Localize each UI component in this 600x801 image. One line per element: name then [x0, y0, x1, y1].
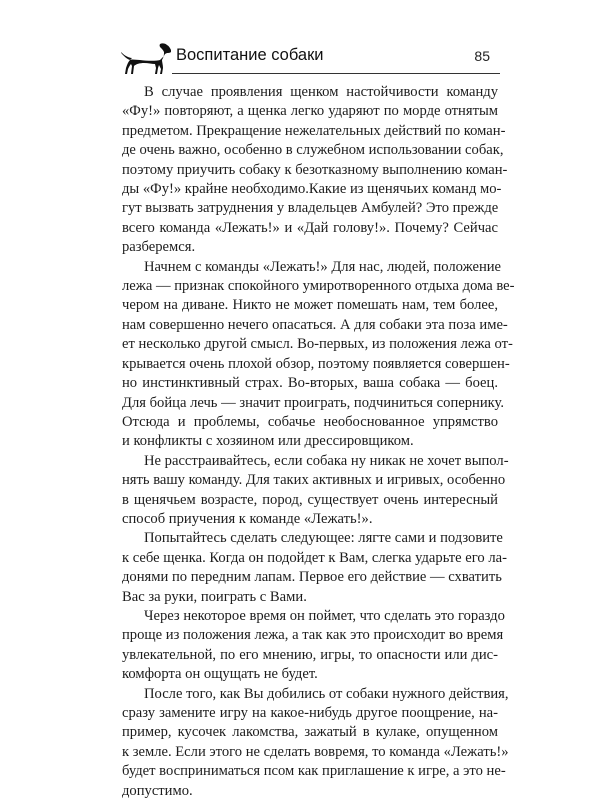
- text-line: В случае проявления щенком настойчивости команду: [144, 84, 498, 100]
- text-line: предметом. Прекращение нежелательных действий по коман-: [122, 122, 506, 139]
- text-line: чером на диване. Никто не может помешать нам, тем более,: [122, 297, 498, 314]
- text-line: Не расстраивайтесь, если собака ну никак не хочет выпол-: [144, 452, 509, 469]
- text-line: Через некоторое время он поймет, что сделать это гораздо: [144, 607, 505, 624]
- text-line: в щенячьем возрасте, пород, существует очень интересный: [122, 491, 498, 508]
- text-line: нам совершенно нечего опасаться. А для собаки эта поза име-: [122, 316, 508, 333]
- text-line: и конфликты с хозяином или дрессировщиком.: [122, 433, 414, 450]
- running-header: [120, 40, 500, 80]
- text-line: Попытайтесь сделать следующее: лягте сами и подзовите: [144, 530, 503, 547]
- text-line: лежа — признак спокойного умиротворенного отдыха дома ве-: [122, 278, 515, 295]
- text-line: всего команда «Лежать!» и «Дай голову!». Почему? Сейчас: [122, 219, 498, 236]
- text-line: к себе щенка. Когда он подойдет к Вам, слегка ударьте его ла-: [122, 549, 507, 566]
- text-line: но инстинктивный страх. Во-вторых, ваша собака — боец.: [122, 375, 498, 392]
- text-line: де очень важно, особенно в служебном использовании собак,: [122, 142, 504, 159]
- dog-silhouette-icon: [120, 40, 172, 76]
- running-header-title: Воспитание собаки: [176, 46, 324, 64]
- text-line: ет несколько другой смысл. Во-первых, из положения лежа от-: [122, 336, 513, 353]
- text-line: ды «Фу!» крайне необходимо.Какие из щенячьих команд мо-: [122, 181, 502, 198]
- text-line: донями по передним лапам. Первое его действие — схватить: [122, 569, 502, 586]
- text-line: пример, кусочек лакомства, зажатый в кулаке, опущенном: [122, 724, 498, 741]
- text-line: крывается очень плохой обзор, поэтому появляется совершен-: [122, 355, 510, 372]
- text-line: После того, как Вы добились от собаки нужного действия,: [144, 685, 509, 702]
- paragraph: [122, 83, 508, 258]
- body-text: [122, 83, 515, 801]
- text-line: проще из положения лежа, а так как это происходит во время: [122, 627, 504, 644]
- paragraph: [122, 607, 505, 685]
- text-line: «Фу!» повторяют, а щенка легко ударяют по морде отнятым: [122, 103, 498, 120]
- text-line: будет восприниматься псом как приглашение к игре, а это не-: [122, 763, 506, 780]
- paragraph: [122, 258, 515, 452]
- text-line: комфорта он ощущать не будет.: [122, 666, 318, 683]
- text-line: поэтому приучить собаку к безотказному выполнению коман-: [122, 161, 508, 178]
- text-line: Начнем с команды «Лежать!» Для нас, людей, положение: [144, 258, 502, 275]
- text-line: разберемся.: [122, 239, 196, 256]
- page-number: 85: [474, 48, 490, 64]
- text-line: гут вызвать затруднения у владельцев Амбулей? Это прежде: [122, 200, 499, 217]
- text-line: Для бойца лечь — значит проиграть, подчиниться сопернику.: [122, 394, 505, 411]
- header-rule: [172, 73, 500, 74]
- text-line: нять вашу команду. Для таких активных и игривых, особенно: [122, 472, 506, 489]
- text-line: сразу замените игру на какое-нибудь другое поощрение, на-: [122, 705, 498, 721]
- text-line: способ приучения к команде «Лежать!».: [122, 510, 373, 527]
- text-line: увлекательной, по его мнению, игры, то опасности или дис-: [122, 646, 498, 663]
- paragraph: [122, 685, 509, 801]
- paragraph: [122, 529, 507, 607]
- text-line: Вас за руки, поиграть с Вами.: [122, 588, 307, 605]
- paragraph: [122, 452, 509, 530]
- text-line: к земле. Если этого не сделать вовремя, то команда «Лежать!»: [122, 743, 509, 760]
- text-line: Отсюда и проблемы, собачье необоснованное упрямство: [122, 413, 498, 430]
- text-line: допустимо.: [122, 782, 193, 799]
